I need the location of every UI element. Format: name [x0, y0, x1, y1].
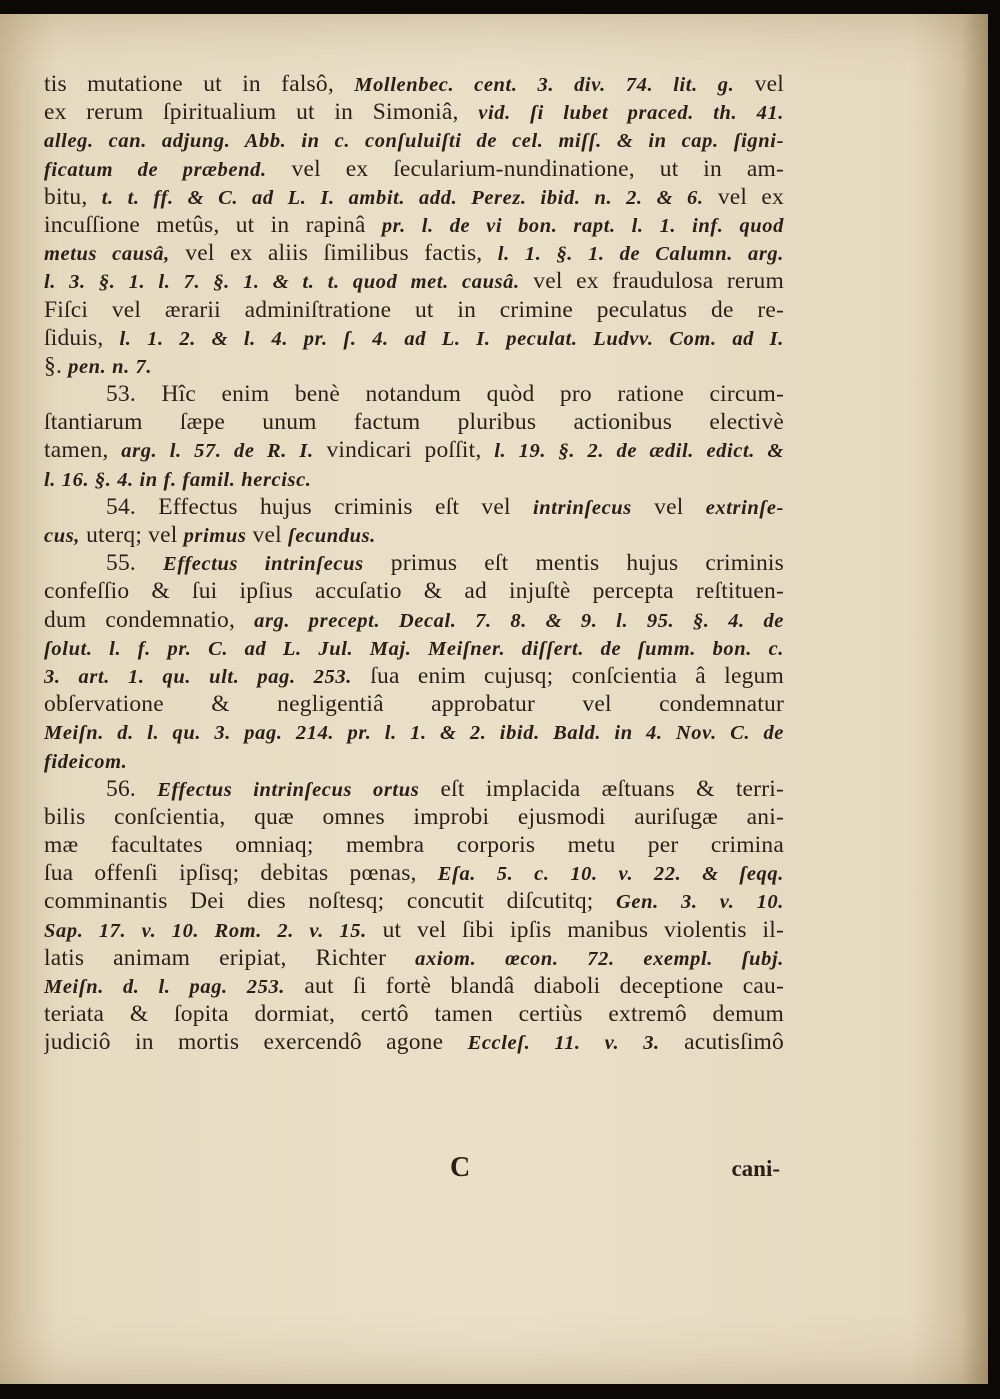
text-line: judiciô in mortis exercendô agone Eccleſ. 11. v. 3. acutisſimô — [44, 1029, 784, 1056]
text-line: bitu, t. t. ff. & C. ad L. I. ambit. add. Perez. ibid. n. 2. & 6. vel ex — [44, 183, 784, 210]
text-line: alleg. can. adjung. Abb. in c. conſuluiſti de cel. miſſ. & in cap. ſigni- — [44, 130, 784, 153]
text-line: incuſſione metûs, ut in rapinâ pr. l. de vi bon. rapt. l. 1. inf. quod — [44, 211, 784, 238]
text-line: ſolut. l. f. pr. C. ad L. Jul. Maj. Meiſner. diſſert. de ſumm. bon. c. — [44, 637, 784, 660]
text-line: tis mutatione ut in falsô, Mollenbec. cent. 3. div. 74. lit. g. vel — [44, 71, 784, 97]
text-line: 56. Effectus intrinſecus ortus eſt implacida æſtuans & terri- — [106, 775, 784, 802]
page-text — [44, 70, 784, 1057]
text-line: Fiſci vel ærarii adminiſtratione ut in crimine peculatus de re- — [44, 296, 784, 323]
text-line: ex rerum ſpiritualium ut in Simoniâ, vid. ſi lubet praced. th. 41. — [44, 99, 784, 126]
text-line: bilis conſcientia, quæ omnes improbi ejusmodi auriſugæ ani- — [44, 803, 784, 830]
signature-mark: C — [450, 1152, 471, 1183]
text-line: Meiſn. d. l. pag. 253. aut ſi fortè blandâ diaboli deceptione cau- — [44, 973, 784, 999]
text-line: ſtantiarum ſæpe unum factum pluribus actionibus electivè — [44, 409, 784, 436]
text-line: mæ facultates omniaq; membra corporis metu per crimina — [44, 832, 784, 859]
text-line: obſervatione & negligentiâ approbatur vel condemnatur — [44, 691, 784, 718]
text-line: Meiſn. d. l. qu. 3. pag. 214. pr. l. 1. & 2. ibid. Bald. in 4. Nov. C. de — [44, 722, 784, 745]
text-line: ſua offenſi ipſisq; debitas pœnas, Eſa. 5. c. 10. v. 22. & ſeqq. — [44, 860, 784, 887]
text-line: latis animam eripiat, Richter axiom. œcon. 72. exempl. ſubj. — [44, 944, 784, 971]
text-line: confeſſio & ſui ipſius accuſatio & ad injuſtè percepta reſtituen- — [44, 578, 784, 605]
text-line: metus causâ, vel ex aliis ſimilibus factis, l. 1. §. 1. de Calumn. arg. — [44, 240, 784, 267]
text-line: l. 3. §. 1. l. 7. §. 1. & t. t. quod met. causâ. vel ex fraudulosa rerum — [44, 268, 784, 295]
text-line: cus, uterq; vel primus vel ſecundus. — [44, 522, 376, 548]
text-line: fideicom. — [44, 750, 128, 773]
text-line: 53. Hîc enim benè notandum quòd pro ratione circum- — [106, 381, 784, 408]
text-line: 54. Effectus hujus criminis eſt vel intrinſecus vel extrinſe- — [106, 493, 784, 520]
book-page — [0, 14, 988, 1384]
text-line: teriata & ſopita dormiat, certô tamen certiùs extremô demum — [44, 1001, 784, 1028]
text-line: tamen, arg. l. 57. de R. I. vindicari poſſit, l. 19. §. 2. de ædil. edict. & — [44, 437, 784, 464]
text-line: ficatum de præbend. vel ex ſecularium-nundinatione, ut in am- — [44, 155, 784, 182]
catchword: cani- — [731, 1156, 780, 1181]
text-line: comminantis Dei dies noſtesq; concutit diſcutitq; Gen. 3. v. 10. — [44, 888, 784, 915]
text-line: §. pen. n. 7. — [44, 352, 153, 379]
text-line: l. 16. §. 4. in f. famil. hercisc. — [44, 468, 312, 491]
text-line: dum condemnatio, arg. precept. Decal. 7. 8. & 9. l. 95. §. 4. de — [44, 606, 784, 633]
text-line: 3. art. 1. qu. ult. pag. 253. ſua enim cujusq; conſcientia â legum — [44, 662, 784, 689]
page-footer — [44, 1152, 784, 1186]
text-line: 55. Effectus intrinſecus primus eſt mentis hujus criminis — [106, 550, 784, 577]
text-line: Sap. 17. v. 10. Rom. 2. v. 15. ut vel ſibi ipſis manibus violentis il- — [44, 916, 784, 943]
text-line: ſiduis, l. 1. 2. & l. 4. pr. ſ. 4. ad L. I. peculat. Ludvv. Com. ad I. — [44, 324, 784, 351]
